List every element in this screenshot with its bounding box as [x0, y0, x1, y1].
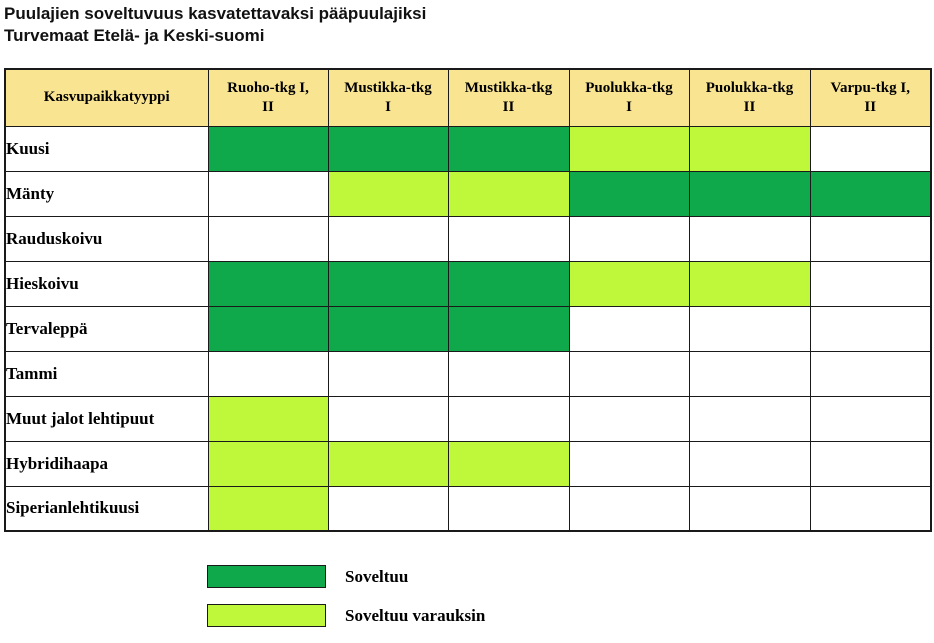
suitability-cell-none	[208, 171, 328, 216]
table-header-row	[5, 69, 931, 126]
suitability-cell-none	[569, 486, 689, 531]
suitability-cell-suitable	[328, 126, 448, 171]
table-body	[5, 126, 931, 531]
row-label: Tammi	[5, 351, 208, 396]
suitability-cell-suitable	[448, 126, 569, 171]
column-header-ruoho-tkg: Ruoho-tkg I, II	[208, 69, 328, 126]
suitability-cell-reserved	[328, 171, 448, 216]
row-label: Siperianlehtikuusi	[5, 486, 208, 531]
column-header-mustikka-tkg-1: Mustikka-tkg I	[328, 69, 448, 126]
legend-item-reserved	[207, 604, 485, 627]
suitability-cell-none	[810, 486, 931, 531]
table-row	[5, 441, 931, 486]
row-label: Rauduskoivu	[5, 216, 208, 261]
suitability-cell-suitable	[810, 171, 931, 216]
suitability-cell-none	[448, 396, 569, 441]
suitability-cell-none	[689, 486, 810, 531]
table-row	[5, 306, 931, 351]
suitability-cell-reserved	[328, 441, 448, 486]
table-row	[5, 486, 931, 531]
suitability-cell-suitable	[448, 261, 569, 306]
suitability-cell-none	[810, 441, 931, 486]
suitability-cell-reserved	[689, 126, 810, 171]
suitability-cell-none	[569, 216, 689, 261]
suitability-cell-none	[689, 396, 810, 441]
suitability-cell-suitable	[208, 306, 328, 351]
figure-title-line1: Puulajien soveltuvuus kasvatettavaksi pääpuulajiksi	[4, 4, 427, 23]
legend-label-reserved: Soveltuu varauksin	[345, 605, 486, 625]
suitability-cell-none	[569, 396, 689, 441]
row-label: Hieskoivu	[5, 261, 208, 306]
table-row	[5, 351, 931, 396]
suitability-cell-none	[810, 216, 931, 261]
suitability-cell-none	[448, 486, 569, 531]
column-header-mustikka-tkg-2: Mustikka-tkg II	[448, 69, 569, 126]
suitability-cell-none	[810, 351, 931, 396]
legend-swatch-reserved	[207, 604, 326, 627]
suitability-cell-none	[569, 441, 689, 486]
row-label: Tervaleppä	[5, 306, 208, 351]
suitability-table	[4, 68, 932, 532]
suitability-cell-none	[569, 306, 689, 351]
suitability-cell-none	[689, 441, 810, 486]
figure-title	[4, 3, 426, 47]
suitability-cell-none	[689, 216, 810, 261]
table-row	[5, 396, 931, 441]
suitability-cell-reserved	[448, 441, 569, 486]
suitability-cell-reserved	[569, 261, 689, 306]
suitability-cell-none	[689, 351, 810, 396]
suitability-cell-reserved	[448, 171, 569, 216]
column-header-varpu-tkg: Varpu-tkg I, II	[810, 69, 931, 126]
column-header-puolukka-tkg-1: Puolukka-tkg I	[569, 69, 689, 126]
suitability-cell-reserved	[569, 126, 689, 171]
suitability-cell-suitable	[569, 171, 689, 216]
suitability-cell-none	[810, 126, 931, 171]
suitability-cell-suitable	[689, 171, 810, 216]
suitability-cell-none	[448, 351, 569, 396]
suitability-cell-none	[328, 396, 448, 441]
suitability-cell-none	[328, 216, 448, 261]
row-label: Hybridihaapa	[5, 441, 208, 486]
suitability-cell-reserved	[208, 486, 328, 531]
suitability-cell-none	[328, 486, 448, 531]
row-label: Kuusi	[5, 126, 208, 171]
legend-label-suitable: Soveltuu	[345, 566, 409, 586]
suitability-cell-none	[448, 216, 569, 261]
suitability-cell-suitable	[208, 261, 328, 306]
suitability-cell-none	[208, 216, 328, 261]
column-header-puolukka-tkg-2: Puolukka-tkg II	[689, 69, 810, 126]
column-header-kasvupaikkatyyppi: Kasvupaikkatyyppi	[5, 69, 208, 126]
table-row	[5, 126, 931, 171]
suitability-cell-suitable	[328, 261, 448, 306]
row-label: Mänty	[5, 171, 208, 216]
suitability-cell-none	[569, 351, 689, 396]
table-row	[5, 216, 931, 261]
suitability-cell-none	[208, 351, 328, 396]
legend-item-suitable	[207, 565, 485, 588]
table-row	[5, 171, 931, 216]
legend-swatch-suitable	[207, 565, 326, 588]
suitability-cell-reserved	[689, 261, 810, 306]
suitability-cell-none	[810, 306, 931, 351]
suitability-cell-none	[810, 396, 931, 441]
suitability-cell-none	[810, 261, 931, 306]
suitability-cell-reserved	[208, 441, 328, 486]
legend	[207, 565, 485, 643]
suitability-cell-none	[328, 351, 448, 396]
figure-title-line2: Turvemaat Etelä- ja Keski-suomi	[4, 26, 265, 45]
suitability-cell-suitable	[448, 306, 569, 351]
table-row	[5, 261, 931, 306]
suitability-cell-reserved	[208, 396, 328, 441]
row-label: Muut jalot lehtipuut	[5, 396, 208, 441]
suitability-cell-suitable	[208, 126, 328, 171]
suitability-cell-none	[689, 306, 810, 351]
suitability-cell-suitable	[328, 306, 448, 351]
